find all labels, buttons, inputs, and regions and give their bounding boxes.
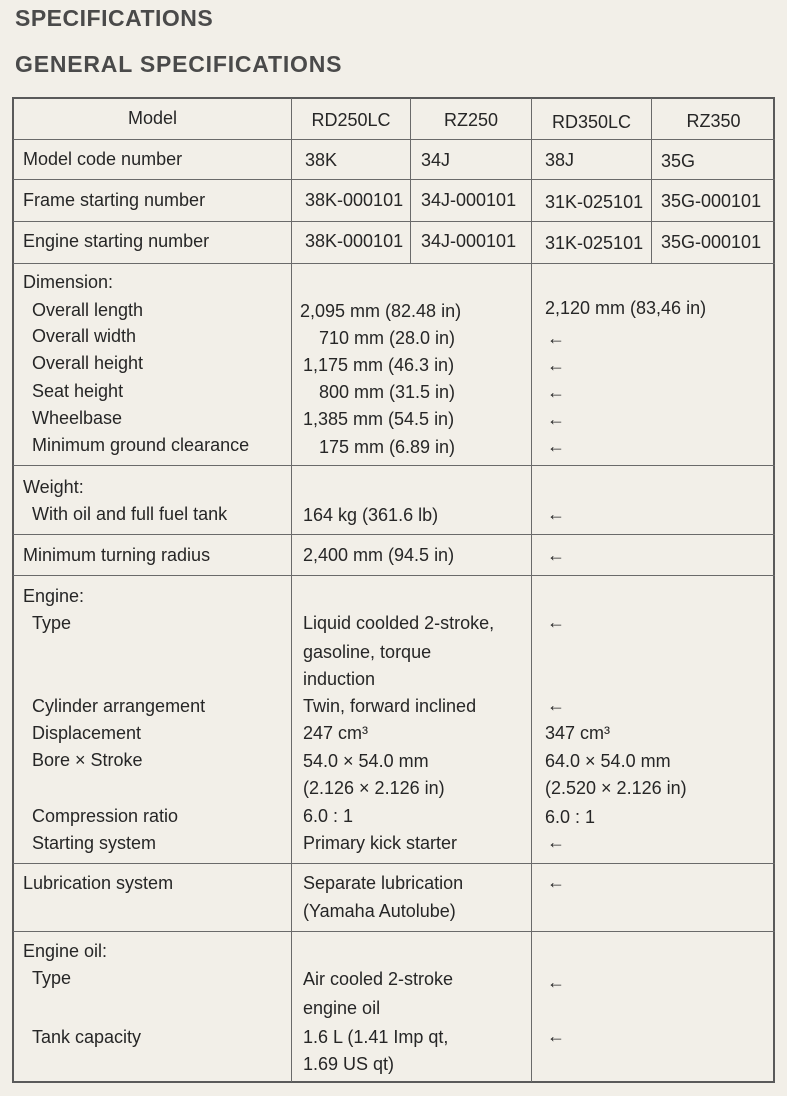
value-250: 175 mm (6.89 in) [319, 437, 456, 457]
ditto-arrow: ← [547, 832, 565, 852]
ditto-arrow: ← [547, 612, 565, 632]
ditto-arrow: ← [547, 872, 565, 892]
row-label: Overall height [32, 353, 144, 373]
section-title: GENERAL SPECIFICATIONS [15, 51, 343, 77]
row-divider [13, 263, 775, 264]
row-label: Lubrication system [23, 873, 174, 893]
value-350: 347 cm³ [545, 723, 611, 743]
row-label: Minimum ground clearance [32, 435, 250, 455]
model-header: Model [127, 108, 178, 128]
row-label: Overall length [32, 300, 144, 320]
row-label: Starting system [32, 833, 157, 853]
value-250: induction [303, 669, 376, 689]
row-value: 38K-000101 [305, 190, 404, 210]
ditto-arrow: ← [547, 436, 565, 456]
ditto-arrow: ← [547, 504, 565, 524]
row-value: 34J-000101 [421, 231, 517, 251]
row-divider [13, 179, 775, 180]
row-divider [13, 221, 775, 222]
row-label: Model code number [23, 149, 183, 169]
row-label: Minimum turning radius [23, 545, 211, 565]
value-250: 1,385 mm (54.5 in) [303, 409, 455, 429]
value-250: 247 cm³ [303, 723, 369, 743]
ditto-arrow: ← [547, 355, 565, 375]
value-250: 1.69 US qt) [303, 1054, 395, 1074]
value-250: Liquid coolded 2-stroke, [303, 613, 495, 633]
value-350: 64.0 × 54.0 mm [545, 751, 671, 771]
row-value: 31K-025101 [545, 233, 644, 253]
row-divider [13, 465, 775, 466]
ditto-arrow: ← [547, 328, 565, 348]
value-250: 1,175 mm (46.3 in) [303, 355, 455, 375]
column-divider [531, 98, 532, 1082]
ditto-arrow: ← [547, 695, 565, 715]
row-label: Engine starting number [23, 231, 210, 251]
row-divider [13, 931, 775, 932]
row-label: Displacement [32, 723, 142, 743]
row-label: With oil and full fuel tank [32, 504, 228, 524]
model-name: RZ250 [443, 110, 499, 130]
row-label: Tank capacity [32, 1027, 142, 1047]
row-label: Bore × Stroke [32, 750, 143, 770]
row-label: Wheelbase [32, 408, 123, 428]
ditto-arrow: ← [547, 545, 565, 565]
row-label: Overall width [32, 326, 137, 346]
value-350: (2.520 × 2.126 in) [545, 778, 687, 798]
row-value: 38K-000101 [305, 231, 404, 251]
row-value: 35G [661, 151, 696, 171]
section-heading: Engine: [23, 586, 85, 606]
row-value: 34J-000101 [421, 190, 517, 210]
ditto-arrow: ← [547, 1026, 565, 1046]
value-250: 54.0 × 54.0 mm [303, 751, 429, 771]
ditto-arrow: ← [547, 382, 565, 402]
value-350: 6.0 : 1 [545, 807, 596, 827]
value-250: (2.126 × 2.126 in) [303, 778, 445, 798]
row-divider [13, 139, 775, 140]
row-divider [13, 534, 775, 535]
ditto-arrow: ← [547, 972, 565, 992]
value-250: Separate lubrication [303, 873, 464, 893]
section-heading: Engine oil: [23, 941, 108, 961]
value-250: engine oil [303, 998, 381, 1018]
row-label: Compression ratio [32, 806, 179, 826]
row-label: Type [32, 968, 72, 988]
section-heading: Dimension: [23, 272, 114, 292]
value-250: 800 mm (31.5 in) [319, 382, 456, 402]
row-label: Type [32, 613, 72, 633]
model-name: RZ350 [686, 111, 741, 131]
value-250: 164 kg (361.6 lb) [303, 505, 439, 525]
row-label: Frame starting number [23, 190, 206, 210]
value-250: 2,400 mm (94.5 in) [303, 545, 455, 565]
row-value: 34J [421, 150, 451, 170]
page-title: SPECIFICATIONS [15, 5, 214, 31]
row-value: 35G-000101 [661, 232, 762, 252]
row-value: 35G-000101 [661, 191, 762, 211]
value-250: gasoline, torque [303, 642, 432, 662]
row-label: Seat height [32, 381, 124, 401]
value-250: 2,095 mm (82.48 in) [300, 301, 462, 321]
column-divider [291, 98, 292, 1082]
row-divider [13, 575, 775, 576]
row-divider [13, 863, 775, 864]
row-label: Cylinder arrangement [32, 696, 206, 716]
row-value: 38K [305, 150, 338, 170]
value-250: 6.0 : 1 [303, 806, 354, 826]
model-name: RD350LC [551, 112, 632, 132]
value-350: 2,120 mm (83,46 in) [545, 298, 707, 318]
value-250: (Yamaha Autolube) [303, 901, 456, 921]
model-name: RD250LC [311, 110, 391, 130]
ditto-arrow: ← [547, 409, 565, 429]
row-value: 38J [545, 150, 575, 170]
value-250: Primary kick starter [303, 833, 458, 853]
row-value: 31K-025101 [545, 192, 644, 212]
value-250: Air cooled 2-stroke [303, 969, 454, 989]
value-250: Twin, forward inclined [303, 696, 477, 716]
value-250: 1.6 L (1.41 Imp qt, [303, 1027, 449, 1047]
value-250: 710 mm (28.0 in) [319, 328, 456, 348]
section-heading: Weight: [23, 477, 84, 497]
